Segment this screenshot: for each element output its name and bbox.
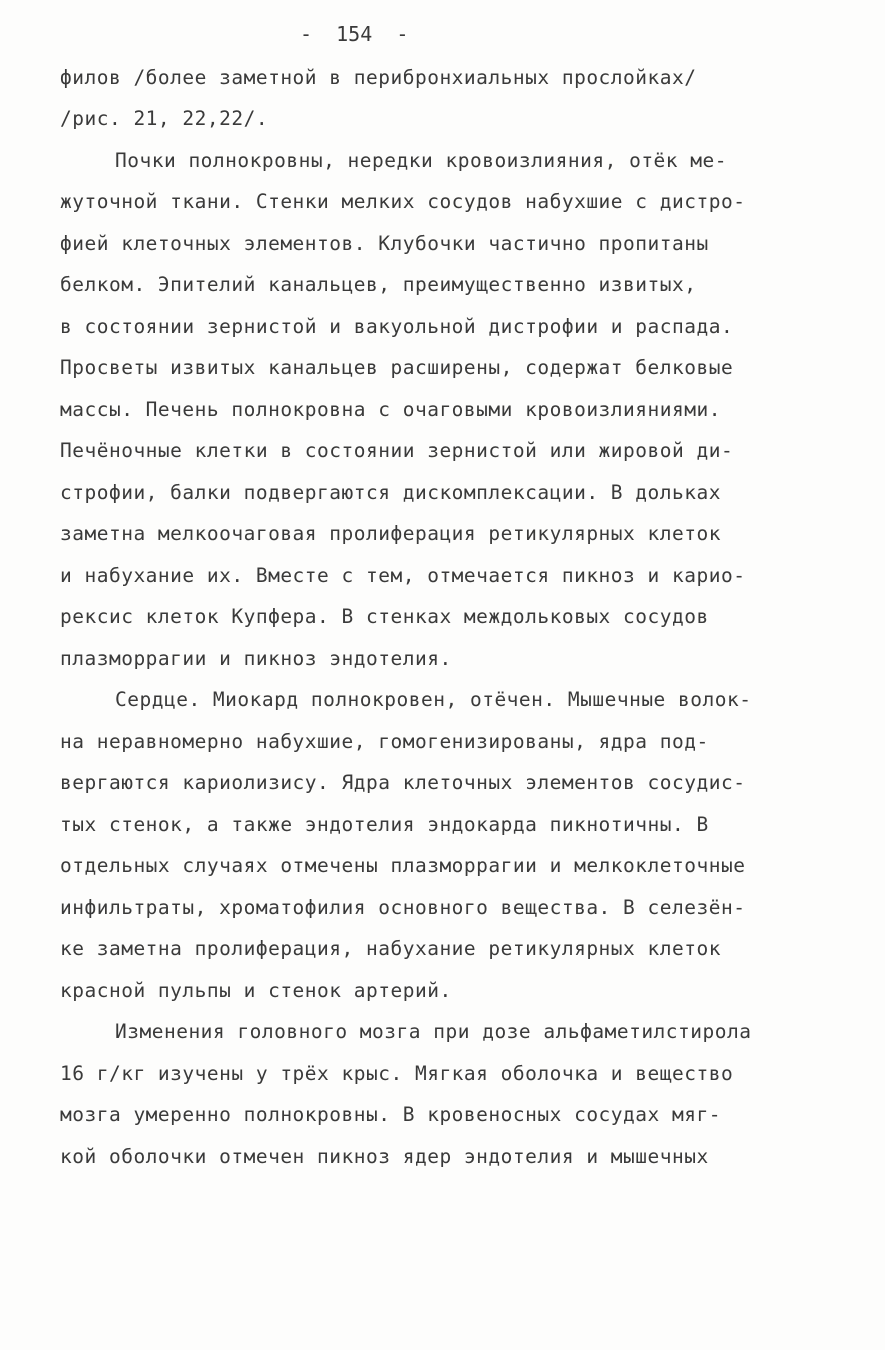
text-line: на неравномерно набухшие, гомогенизированы, ядра под- (60, 730, 709, 753)
text-line: массы. Печень полнокровна с очаговыми кровоизлияниями. (60, 398, 721, 421)
text-line: Почки полнокровны, нередки кровоизлияния, отёк ме- (115, 149, 727, 172)
text-line: красной пульпы и стенок артерий. (60, 979, 452, 1002)
text-line: Печёночные клетки в состоянии зернистой или жировой ди- (60, 439, 734, 462)
text-line: и набухание их. Вместе с тем, отмечается пикноз и карио- (60, 564, 746, 587)
text-line: жуточной ткани. Стенки мелких сосудов набухшие с дистро- (60, 190, 746, 213)
text-line: /рис. 21, 22,22/. (60, 107, 269, 130)
text-line: рексис клеток Купфера. В стенках междольковых сосудов (60, 605, 709, 628)
text-line: вергаются кариолизису. Ядра клеточных элементов сосудис- (60, 771, 746, 794)
text-line: Сердце. Миокард полнокровен, отёчен. Мышечные волок- (115, 688, 752, 711)
text-line: плазморрагии и пикноз эндотелия. (60, 647, 452, 670)
text-line: тых стенок, а также эндотелия эндокарда пикнотичны. В (60, 813, 709, 836)
text-line: Изменения головного мозга при дозе альфаметилстирола (115, 1020, 752, 1043)
text-line: в состоянии зернистой и вакуольной дистрофии и распада. (60, 315, 734, 338)
text-line: мозга умеренно полнокровны. В кровеносных сосудах мяг- (60, 1103, 721, 1126)
page-number: - 154 - (300, 22, 409, 46)
text-line: 16 г/кг изучены у трёх крыс. Мягкая оболочка и вещество (60, 1062, 734, 1085)
text-line: кой оболочки отмечен пикноз ядер эндотелия и мышечных (60, 1145, 709, 1168)
text-line: отдельных случаях отмечены плазморрагии и мелкоклеточные (60, 854, 746, 877)
text-line: филов /более заметной в перибронхиальных прослойках/ (60, 66, 697, 89)
text-line: заметна мелкоочаговая пролиферация ретикулярных клеток (60, 522, 721, 545)
text-line: белком. Эпителий канальцев, преимущественно извитых, (60, 273, 697, 296)
text-line: Просветы извитых канальцев расширены, содержат белковые (60, 356, 734, 379)
text-line: инфильтраты, хроматофилия основного вещества. В селезён- (60, 896, 746, 919)
text-line: фией клеточных элементов. Клубочки частично пропитаны (60, 232, 709, 255)
text-line: ке заметна пролиферация, набухание ретикулярных клеток (60, 937, 721, 960)
text-line: строфии, балки подвергаются дискомплексации. В дольках (60, 481, 721, 504)
